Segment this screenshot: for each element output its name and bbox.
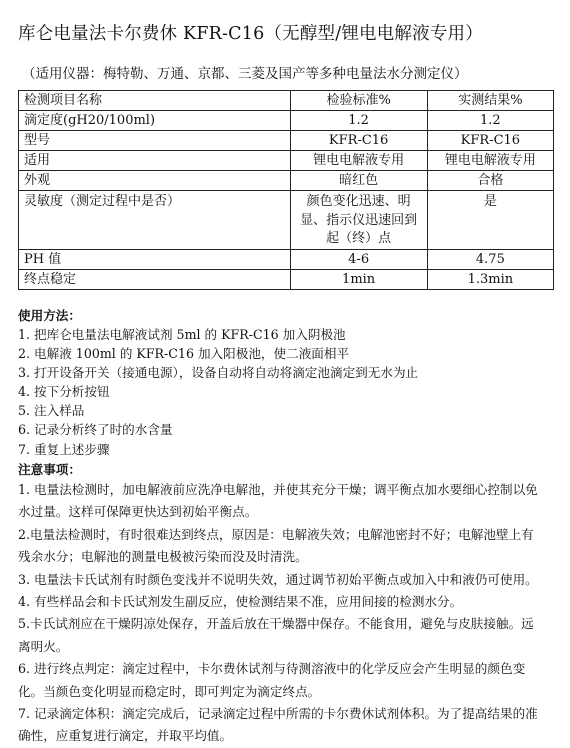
- header-item: 检测项目名称: [19, 91, 291, 111]
- document-subtitle: （适用仪器：梅特勒、万通、京都、三菱及国产等多种电量法水分测定仪）: [22, 66, 468, 82]
- usage-step: 5. 注入样品: [18, 403, 85, 419]
- note-item: 5.卡氏试剂应在干燥阴凉处保存，开盖后放在干燥器中保存。不能食用，避免与皮肤接触。远离明火。: [18, 616, 534, 654]
- note-item: 7. 记录滴定体积：滴定完成后，记录滴定过程中所需的卡尔费休试剂体积。为了提高结果的准确性，应重复进行滴定，并取平均值。: [18, 706, 538, 744]
- cell-item: PH 值: [19, 250, 291, 270]
- spec-table: [18, 90, 554, 290]
- document-title: 库仑电量法卡尔费休 KFR-C16（无醇型/锂电电解液专用）: [18, 24, 483, 44]
- table-row: [19, 111, 554, 131]
- cell-standard: 颜色变化迅速、明显、指示仪迅速回到起（终）点: [290, 191, 427, 250]
- header-result: 实测结果%: [427, 91, 553, 111]
- cell-item: 终点稳定: [19, 270, 291, 290]
- usage-heading: 使用方法：: [18, 308, 81, 323]
- cell-standard: 1min: [290, 270, 427, 290]
- cell-result: 是: [427, 191, 553, 250]
- cell-item: 适用: [19, 151, 291, 171]
- cell-item: 型号: [19, 131, 291, 151]
- usage-step: 6. 记录分析终了时的水含量: [18, 422, 173, 438]
- table-row: [19, 250, 554, 270]
- cell-result: 1.3min: [427, 270, 553, 290]
- usage-step: 4. 按下分析按钮: [18, 384, 110, 400]
- notes-section: [18, 460, 546, 748]
- cell-standard: 1.2: [290, 111, 427, 131]
- cell-result: KFR-C16: [427, 131, 553, 151]
- cell-standard: 锂电电解液专用: [290, 151, 427, 171]
- cell-result: 锂电电解液专用: [427, 151, 553, 171]
- cell-standard: 4-6: [290, 250, 427, 270]
- note-item: 4. 有些样品会和卡氏试剂发生副反应，使检测结果不准，应用间接的检测水分。: [18, 594, 463, 610]
- usage-step: 1. 把库仑电量法电解液试剂 5ml 的 KFR-C16 加入阴极池: [18, 327, 346, 342]
- table-row: [19, 191, 554, 250]
- cell-item: 滴定度(gH20/100ml): [19, 111, 291, 131]
- cell-result: 4.75: [427, 250, 553, 270]
- usage-step: 3. 打开设备开关（接通电源），设备自动将自动将滴定池滴定到无水为止: [18, 365, 419, 381]
- table-row: [19, 151, 554, 171]
- notes-heading: 注意事项：: [18, 462, 81, 477]
- cell-result: 合格: [427, 171, 553, 191]
- cell-standard: KFR-C16: [290, 131, 427, 151]
- cell-result: 1.2: [427, 111, 553, 131]
- usage-section: [18, 306, 554, 459]
- usage-step: 7. 重复上述步骤: [18, 441, 110, 457]
- note-item: 2.电量法检测时，有时很难达到终点，原因是：电解液失效；电解池密封不好；电解池壁上有残余水分；电解池的测量电极被污染而没及时清洗。: [18, 526, 534, 565]
- table-row: [19, 171, 554, 191]
- note-item: 1. 电量法检测时，加电解液前应洗净电解池，并使其充分干燥；调平衡点加水要细心控制以免水过量。这样可保障更快达到初始平衡点。: [18, 482, 538, 520]
- cell-item: 灵敏度（测定过程中是否）: [19, 191, 291, 250]
- cell-item: 外观: [19, 171, 291, 191]
- table-row: [19, 270, 554, 290]
- table-row: [19, 131, 554, 151]
- cell-standard: 暗红色: [290, 171, 427, 191]
- note-item: 6. 进行终点判定：滴定过程中，卡尔费休试剂与待测溶液中的化学反应会产生明显的颜色变化。当颜色变化明显而稳定时，即可判定为滴定终点。: [18, 661, 526, 699]
- usage-step: 2. 电解液 100ml 的 KFR-C16 加入阳极池，使二液面相平: [18, 346, 350, 362]
- note-item: 3. 电量法卡氏试剂有时颜色变浅并不说明失效，通过调节初始平衡点或加入中和液仍可使用。: [18, 571, 538, 587]
- header-standard: 检验标准%: [290, 91, 427, 111]
- table-header-row: [19, 91, 554, 111]
